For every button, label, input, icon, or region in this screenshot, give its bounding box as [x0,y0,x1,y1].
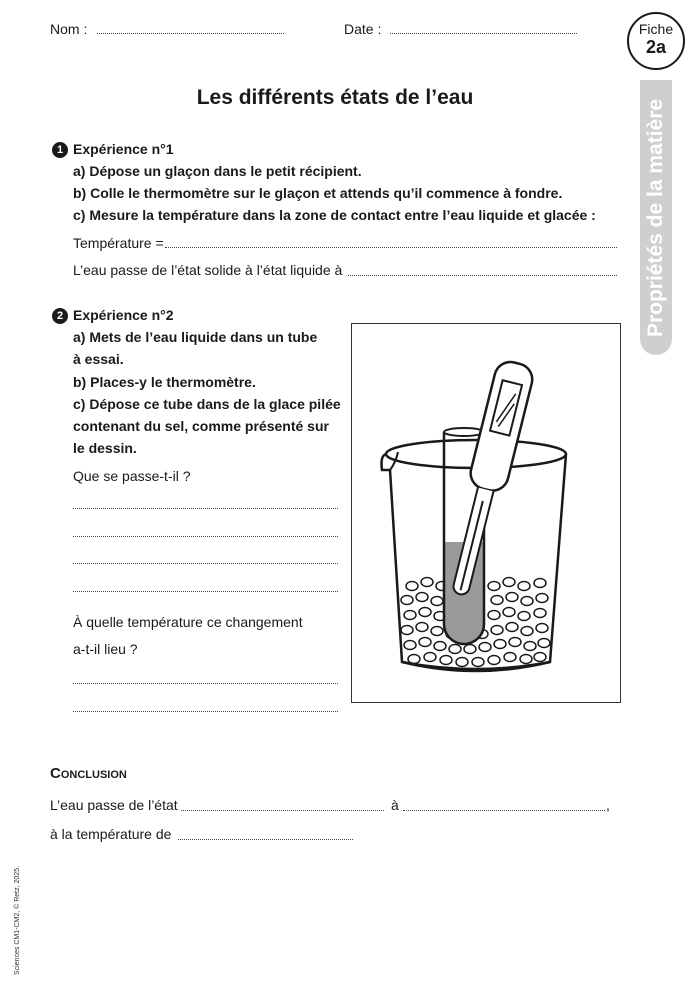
experiment-illustration [351,323,621,703]
conclusion-line1-mid: à [391,797,399,813]
side-tab-label: Propriétés de la matière [644,98,667,338]
question-1: Que se passe-t-il ? [73,468,191,484]
conclusion-state-from-field[interactable] [181,810,384,811]
answer-line-4[interactable] [73,591,338,592]
exp2-line-4: c) Dépose ce tube dans de la glace pilée [73,396,341,412]
state-field[interactable] [348,275,617,276]
exp2-line-5: contenant du sel, comme présenté sur [73,418,329,434]
exp2-line-6: le dessin. [73,440,137,456]
exp2-line-1: a) Mets de l’eau liquide dans un tube [73,329,318,345]
answer-line-3[interactable] [73,563,338,564]
conclusion-state-to-field[interactable] [403,810,605,811]
exp2-line-2: à essai. [73,351,124,367]
exp1-number-icon: 1 [52,142,68,158]
answer-line-1[interactable] [73,508,338,509]
name-label: Nom : [50,21,88,37]
conclusion-temperature-field[interactable] [178,839,353,840]
exp2-number-icon: 2 [52,308,68,324]
copyright: Sciences CM1-CM2, © Retz, 2025. [14,865,21,975]
conclusion-line2: à la température de [50,826,172,842]
state-label: L’eau passe de l’état solide à l’état liquide à [73,262,343,278]
exp1-step-c: c) Mesure la température dans la zone de contact entre l’eau liquide et glacée : [73,207,596,223]
name-field[interactable] [97,33,284,34]
fiche-badge [627,12,685,70]
question-2-line-2: a-t-il lieu ? [73,641,138,657]
exp1-heading: Expérience n°1 [73,141,174,157]
fiche-badge-number: 2a [645,37,667,57]
date-field[interactable] [390,33,577,34]
answer-line-6[interactable] [73,711,338,712]
conclusion-heading: Conclusion [50,765,127,782]
exp1-step-b: b) Colle le thermomètre sur le glaçon et attends qu’il commence à fondre. [73,185,563,201]
temp-label: Température = [73,235,164,251]
exp1-step-a: a) Dépose un glaçon dans le petit récipient. [73,163,362,179]
conclusion-line1-end: , [606,797,610,813]
exp2-line-3: b) Places-y le thermomètre. [73,374,256,390]
side-tab [640,80,672,355]
page-title: Les différents états de l’eau [196,86,474,109]
temp-field[interactable] [165,247,617,248]
question-2-line-1: À quelle température ce changement [73,614,303,630]
conclusion-line1-start: L’eau passe de l’état [50,797,178,813]
answer-line-5[interactable] [73,683,338,684]
date-label: Date : [344,21,382,37]
answer-line-2[interactable] [73,536,338,537]
fiche-badge-label: Fiche [638,21,674,37]
beaker-test-tube-thermometer-icon [352,324,620,702]
exp2-heading-row [52,307,174,324]
exp2-heading: Expérience n°2 [73,307,174,323]
exp1-heading-row [52,141,174,158]
